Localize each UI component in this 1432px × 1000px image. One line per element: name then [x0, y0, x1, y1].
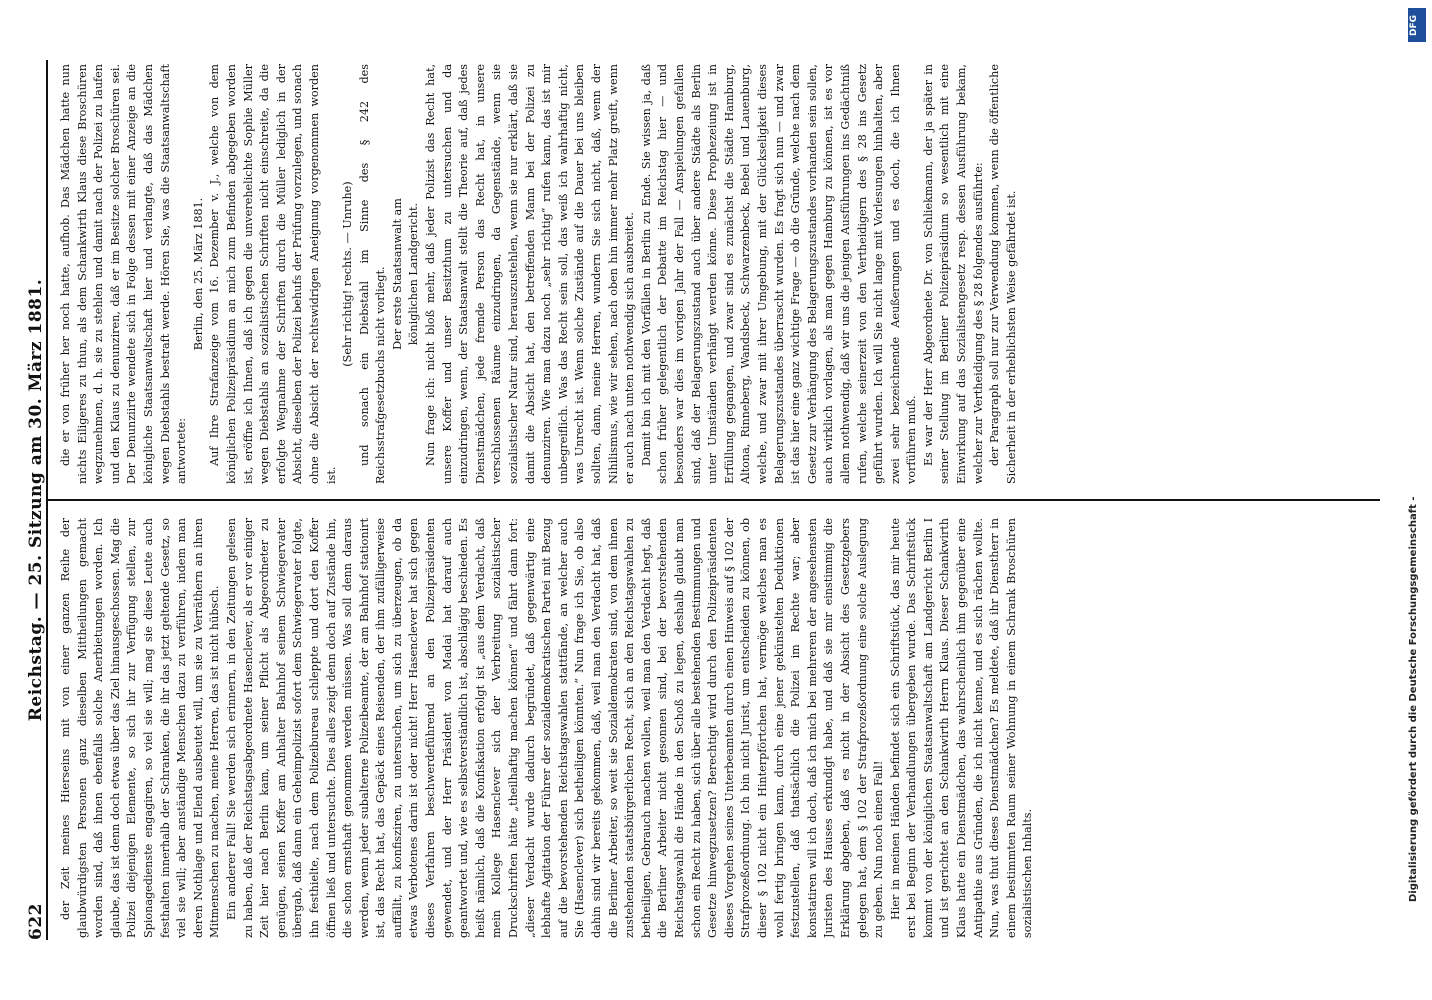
interjection: (Sehr richtig! rechts. — Unruhe) — [341, 181, 355, 367]
signature-line: Der erste Staatsanwalt am — [390, 198, 404, 350]
paragraph: Damit bin ich mit den Vorfällen in Berlin zu Ende. Sie wissen ja, daß schon früher gelegentlich der Debatte im Reichstag hier — und besonders war dies im vorigen Jahr der Fall — Anspielungen gefallen sind, daß der Belagerungszustand auch über andere Städte als Berlin unter Umständen verhängt werden könne. Diese Prophezeiung ist in Erfüllung gegangen, und zwar sind es zunächst die Städte Hamburg, Altona, Rinneberg, Wandsbeck, Schwarzenbeck, Bebel und Lauenburg, welche, und zwar mit ihrer Umgebung, mit der Glückseligkeit dieses Belagerungszustandes überrascht wurden. Es fragt sich nun — und zwar ist das hier eine ganz wichtige Frage — ob die Gründe, welche nach dem Gesetz zur Verhängung des Belagerungszustandes vorhanden sein sollen, auch wirklich vorlagen, als man gegen Hamburg zu können, ist es vor allem nothwendig, daß wir uns die jenigen Ausführungen ins Gedächtniß rufen, welche seinerzeit von den Vertheidigern des § 28 ins Gesetz geführt wurden. Ich will Sie nicht lange mit Vorlesungen hinhalten, aber zwei sehr bezeichnende Aeußerungen und es doch, die ich Ihnen vorführen muß. — [639, 64, 919, 484]
paragraph: und sonach ein Diebstahl im Sinne des § 242 des Reichsstrafgesetzbuchs nicht vorliegt. — [357, 64, 388, 484]
paragraph: Hier in meinen Händen befindet sich ein Schriftstück, das mir heute erst bei Beginn der Verhandlungen übergeben wurde. Das Schriftstück kommt von der königlichen Staatsanwaltschaft am Landgericht Berlin I und ist gerichtet an den Schankwirth Herrn Klaus. Dieser Schankwirth Klaus hatte ein Dienstmädchen, das wahrscheinlich ihm gegenüber eine Antipathie aus Gründen, die ich nicht kenne, und es sich rächen wollte. Nun, was thut dieses Dienstmädchen? Es meldete, daß ihr Dienstherr in einem bestimmten Raum seiner Wohnung in einem Schrank Broschüren sozialistischen Inhalts. — [888, 518, 1035, 938]
paragraph: der Paragraph soll nur zur Verwendung kommen, wenn die öffentliche Sicherheit in der erheblichsten Weise gefährdet ist. — [988, 64, 1018, 484]
page-number: 622 — [26, 903, 46, 940]
digitization-note: Digitalisierung gefördert durch die Deutsche Forschungsgemeinschaft - — [1408, 496, 1419, 902]
paragraph: Ein anderer Fall! Sie werden sich erinnern, in den Zeitungen gelesen zu haben, daß der Reichstagsabgeordnete Hasenclever, als er vor einiger Zeit hier nach Berlin kam, um seiner Pflicht als Abgeordneter zu genügen, seinen Koffer am Anhalter Bahnhof seinem Schwiegervater übergab, daß dann ein Geheimpolizist sofort dem Schwiegervater folgte, ihn festhielte, nach dem Polizeibureau schleppte und dort den Koffer öffnen ließ und untersuchte. Dies alles zeigt denn doch auf Zustände hin, die schon ernsthaft genommen werden müssen. Was soll denn daraus werden, wenn jeder subalterne Polizeibeamte, der am Bahnhof stationirt ist, das Recht hat, das Gepäck eines Reisenden, der ihm zufälligerweise auffällt, zu konfisziren, zu untersuchen, um sich zu überzeugen, ob da etwas Verbotenes darin ist oder nicht! Herr Hasenclever hat sich gegen dieses Verfahren beschwerdeführend an den Polizeipräsidenten gewendet, und der Herr Präsident von Madai hat darauf auch geantwortet und, wie es selbstverständlich ist, abschlägig beschieden. Es heißt nämlich, daß die Konfiskation erfolgt ist „aus dem Verdacht, daß mein Kollege Hasenclever sich der Verbreitung sozialistischer Druckschriften hätte „theilhaftig machen können“ und fährt dann fort: „dieser Verdacht wurde dadurch begründet, daß gegenwärtig eine lebhafte Agitation der Führer der sozialdemokratischen Partei mit Bezug auf die bevorstehenden Reichstagswahlen stattfände, an welcher auch Sie (Hasenclever) sich betheiligen könnten.“ Nun frage ich Sie, ob also dahin sind wir bereits gekommen, daß, weil man den Verdacht hat, daß die Berliner Arbeiter, so weit sie Sozialdemokraten sind, von dem ihnen zustehenden staatsbürgerlichen Recht, sich an den Reichstagswahlen zu betheiligen, Gebrauch machen wollen, weil man den Verdacht hegt, daß die Berliner Arbeiter nicht gesonnen sind, bei der bevorstehenden Reichstagswahl die Hände in den Schoß zu legen, deshalb glaubt man schon ein Recht zu haben, sich über alle bestehenden Bestimmungen und Gesetze hinwegzusetzen? Berechtigt wird durch den Polizeipräsidenten dieses Vorgehen seines Unterbeamten durch einen Hinweis auf § 102 der Strafprozeßordnung. Ich bin nicht Jurist, um entscheiden zu können, ob dieser § 102 nicht ein Hinterpförtchen hat, vermöge welches man es wohl fertig bringen kann, durch eine jener gekünstelten Deduktionen festzustellen, daß thatsächlich die Polizei im Rechte war; aber konstatiren will ich doch, daß ich mich bei mehreren der angesehensten Juristen des Hauses erkundigt habe, und daß sie mir einstimmig die Erklärung abgeben, daß es nicht in der Absicht des Gesetzgebers gelegen hat, dem § 102 der Strafprozeßordnung eine solche Auslegung zu geben. Nun noch einen Fall! — [224, 518, 886, 938]
running-head: Reichstag. — 25. Sitzung am 30. März 1881. — [26, 278, 46, 722]
paragraph: die er von früher her noch hatte, aufhob. Das Mädchen hatte nun nichts Eiligeres zu thun, als dem Schankwirth Klaus diese Broschüren wegzunehmen, d. h. sie zu stehlen und damit nach der Polizei zu laufen und den Klaus zu denunziren, daß er im Besitze solcher Broschüren sei. Der Denunziirte wendete sich in Folge dessen mit einer Anzeige an die königliche Staatsanwaltschaft hier und verlangte, daß das Mädchen wegen Diebstahls bestraft werde. Hören Sie, was die Staatsanwaltschaft antwortete: — [59, 64, 189, 484]
digitization-sidebar — [1408, 0, 1426, 1000]
paragraph: der Zeit meines Hierseins mit von einer ganzen Reihe der glaubwürdigsten Personen ganz dieselben Mittheilungen gemacht worden sind, daß ihnen ebenfalls solche Anerbietungen worden. Ich glaube, das ist denn doch etwas über das Ziel hinausgeschossen. Mag die Polizei diejenigen Elemente, so sich ihr zur Verfügung stellen, zur Spionagedienste engagiren, so viel sie will; mag sie diese Leute auch festhalten innerhalb der Schranken, die ihr das jetzt geltende Gesetz, so viel sie will; aber anständige Menschen dazu zu verführen, indem man deren Nothlage und Elend ausbeutet will, um sie zu Verräthern an ihren Mitmenschen zu machen, meine Herren, das ist nicht hübsch. — [59, 518, 222, 938]
signature-line: königlichen Landgericht. — [407, 202, 421, 346]
column-divider — [48, 499, 1380, 501]
paragraph: Es war der Herr Abgeordnete Dr. von Schliekmann, der ja später in seiner Stellung im Berliner Polizeipräsidium so wesentlich mit eine Einwirkung auf das Sozialistengesetz resp. dessen Ausführung bekam, welcher zur Vertheidigung des § 28 folgendes ausführte: — [921, 64, 985, 484]
paragraph: Auf Ihre Strafanzeige vom 16. Dezember v. J., welche von dem königlichen Polizeipräsidium an mich zum Befinden abgegeben worden ist, eröffne ich Ihnen, daß ich gegen die unverehelichte Sophie Müller wegen Diebstahls an sozialistischen Schriften nicht einschreite, da die erfolgte Wegnahme der Schriften durch die Müller lediglich in der Absicht, dieselben der Polizei behufs der Prüfung vorzulegen, und sonach ohne die Absicht der rechtswidrigen Aneignung vorgenommen worden ist. — [208, 64, 338, 484]
date-line: Berlin, den 25. März 1881. — [191, 197, 205, 351]
left-column — [58, 518, 1388, 938]
paragraph: Nun frage ich: nicht bloß mehr, daß jeder Polizist das Recht hat, unsere Koffer und unser Besitzthum zu untersuchen und da einzudringen, wenn, der Staatsanwalt stellt die Theorie auf, daß jedes Dienstmädchen, jede fremde Person das Recht hat, in unsere verschlossenen Räume einzudringen, da Gegenstände, wenn sie sozialistischer Natur sind, herauszustehlen, wenn sie nur erklärt, daß sie damit die Absicht hat, den betreffenden Mann bei der Polizei zu denunziren. Wie man dazu noch „sehr richtig“ rufen kann, das ist mir unbegreiflich. Was das Recht sein soll, das weiß ich wahrhaftig nicht, was Unrecht ist. Wenn solche Zustände auf die Dauer bei uns bleiben sollten, dann, meine Herren, wundern Sie sich nicht, daß, wenn der Nihilismus, wie wir sehen, nach oben hin immer mehr Platz greift, wenn er auch nach unten nothwendig sich ausbreitet. — [424, 64, 637, 484]
right-column — [58, 64, 1388, 484]
dfg-logo: DFG — [1408, 8, 1426, 42]
